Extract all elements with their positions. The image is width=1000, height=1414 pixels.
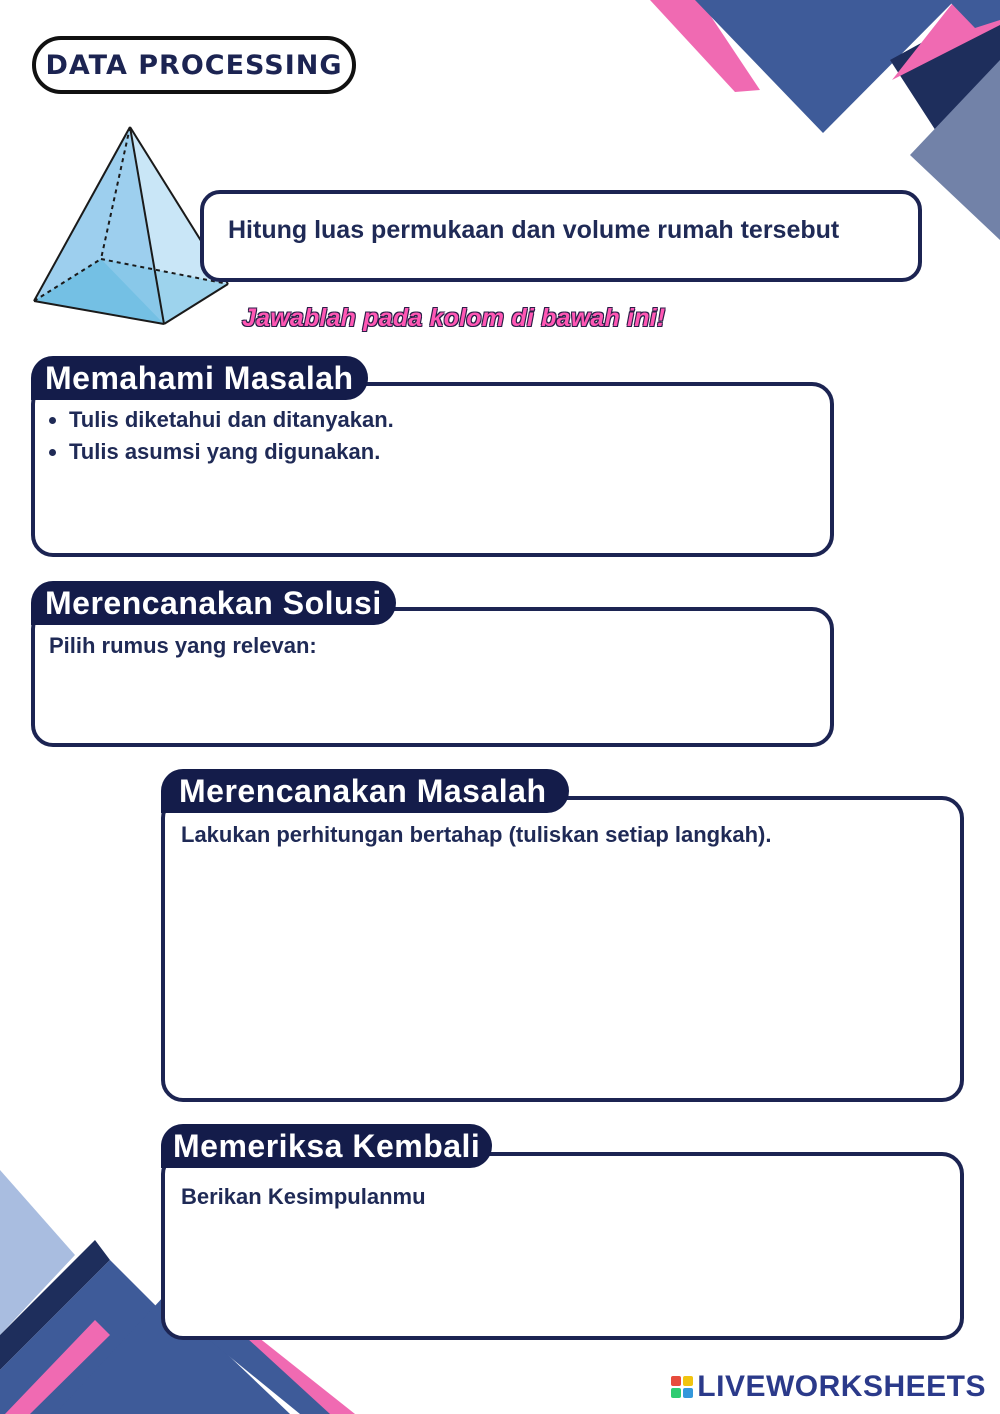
brand-logo — [671, 1370, 986, 1404]
conclusion-box[interactable] — [161, 1152, 964, 1340]
instruction-text: Hitung luas permukaan dan volume rumah tersebut — [228, 216, 840, 244]
section-title-calculation: Merencanakan Masalah — [161, 769, 569, 813]
understand-problem-list — [35, 404, 830, 468]
calculation-text: Lakukan perhitungan bertahap (tuliskan setiap langkah). — [181, 822, 772, 847]
plan-solution-text: Pilih rumus yang relevan: — [49, 633, 317, 658]
calculation-box[interactable] — [161, 796, 964, 1102]
page-title-pill — [32, 36, 356, 94]
conclusion-text: Berikan Kesimpulanmu — [181, 1184, 426, 1209]
page-title: DATA PROCESSING — [45, 49, 343, 81]
section-title-understand-problem: Memahami Masalah — [31, 356, 368, 400]
section-title-plan-solution: Merencanakan Solusi — [31, 581, 396, 625]
brand-name: LIVEWORKSHEETS — [697, 1370, 986, 1403]
understand-problem-box[interactable] — [31, 382, 834, 557]
section-title-conclusion: Memeriksa Kembali — [161, 1124, 492, 1168]
list-item: • Tulis asumsi yang digunakan. — [69, 436, 830, 468]
list-item: • Tulis diketahui dan ditanyakan. — [69, 404, 830, 436]
answer-note: Jawablah pada kolom di bawah ini! — [242, 304, 666, 332]
liveworksheets-logo-icon — [671, 1376, 693, 1398]
plan-solution-box[interactable] — [31, 607, 834, 747]
instruction-box — [200, 190, 922, 282]
